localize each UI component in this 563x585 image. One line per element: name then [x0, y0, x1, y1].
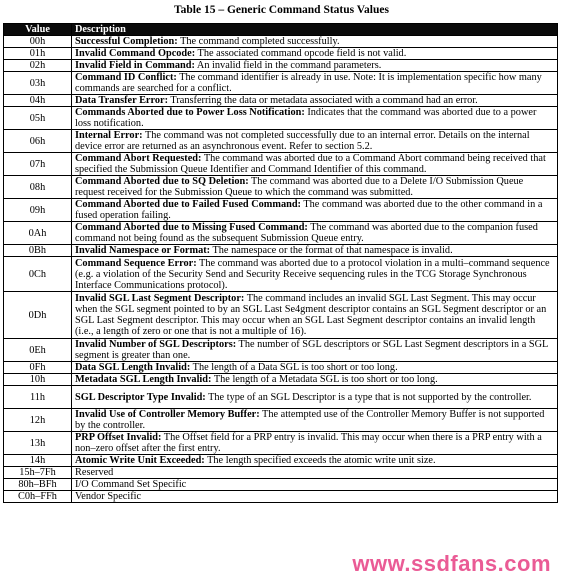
status-description-cell: [72, 95, 558, 107]
status-text: Vendor Specific: [75, 491, 142, 502]
status-name: Invalid Namespace or Format:: [75, 245, 211, 256]
status-name: Command Aborted due to Missing Fused Command:: [75, 222, 308, 233]
status-name: Command Aborted due to SQ Deletion:: [75, 176, 249, 187]
status-description-cell: [72, 72, 558, 95]
watermark: www.ssdfans.com: [352, 551, 551, 576]
status-text: The command was aborted due to a Command Abort command being received that specified the Submission Queue Identifier and Command Identifier of this command.: [75, 153, 546, 175]
status-description-cell: [72, 292, 558, 339]
status-value-cell: 0Fh: [4, 362, 72, 374]
status-name: Command Abort Requested:: [75, 153, 202, 164]
status-name: Invalid Command Opcode:: [75, 48, 196, 59]
status-description-cell: [72, 257, 558, 292]
status-text: The command includes an invalid SGL Last Segment. This may occur when the SGL segment pointed to by an SGL Last Se4gment descriptor contains an SGL Segment descriptor or an SGL Last Segment descriptor. This may occur when an SGL Last Segment descriptor contains an invalid length (i.e., a length of zero or one that is not a multiple of 16).: [75, 293, 547, 337]
status-name: SGL Descriptor Type Invalid:: [75, 391, 206, 403]
table-row: [4, 432, 558, 455]
table-row: [4, 455, 558, 467]
status-text: The length specified exceeds the atomic write unit size.: [204, 455, 436, 466]
status-name: Command Aborted due to Failed Fused Command:: [75, 199, 301, 210]
status-text: The length of a Data SGL is too short or too long.: [190, 362, 398, 373]
status-value-cell: 03h: [4, 72, 72, 95]
status-description-cell: [72, 339, 558, 362]
status-description-cell: [72, 245, 558, 257]
status-value-cell: 80h–BFh: [4, 479, 72, 491]
table-row: [4, 60, 558, 72]
table-row: [4, 72, 558, 95]
status-description-cell: [72, 48, 558, 60]
status-value-cell: C0h–FFh: [4, 491, 72, 503]
status-description-cell: [72, 386, 558, 409]
status-description-cell: [72, 362, 558, 374]
status-description-cell: [72, 36, 558, 48]
status-value-cell: 08h: [4, 176, 72, 199]
status-value-cell: 0Dh: [4, 292, 72, 339]
status-description-cell: [72, 107, 558, 130]
status-value-cell: 00h: [4, 36, 72, 48]
status-value-cell: 13h: [4, 432, 72, 455]
status-description-cell: [72, 222, 558, 245]
table-row: [4, 95, 558, 107]
status-text: The number of SGL descriptors or SGL Last Segment descriptors in a SGL segment is greater than one.: [75, 339, 548, 361]
status-text: The command was aborted due to the other command in a fused operation failing.: [75, 199, 543, 221]
status-text: The command completed successfully.: [177, 36, 340, 47]
status-value-cell: 07h: [4, 153, 72, 176]
table-header-row: [4, 24, 558, 36]
table-row: [4, 491, 558, 503]
status-text: The command identifier is already in use. Note: It is implementation specific how many commands are searched for a conflict.: [75, 72, 542, 94]
status-name: Data Transfer Error:: [75, 95, 169, 106]
status-name: Invalid Field in Command:: [75, 60, 195, 71]
status-name: Command Sequence Error:: [75, 257, 197, 269]
status-name: Invalid SGL Last Segment Descriptor:: [75, 293, 245, 304]
status-description-cell: [72, 479, 558, 491]
status-text: The associated command opcode field is not valid.: [195, 48, 407, 59]
table-row: [4, 199, 558, 222]
table-row: [4, 339, 558, 362]
status-values-table: [3, 23, 558, 503]
table-row: [4, 222, 558, 245]
status-text: The attempted use of the Controller Memory Buffer is not supported by the controller.: [75, 409, 545, 431]
status-text: The command was aborted due to a protocol violation in a multi–command sequence (e.g. a violation of the Security Send and Security Receive sequencing rules in the TCG Storage Synchronous Interface Communications protocol).: [75, 257, 550, 291]
status-description-cell: [72, 409, 558, 432]
status-name: Invalid Use of Controller Memory Buffer:: [75, 409, 260, 420]
status-description-cell: [72, 374, 558, 386]
status-name: PRP Offset Invalid:: [75, 432, 162, 443]
status-value-cell: 0Ch: [4, 257, 72, 292]
status-text: Transferring the data or metadata associated with a command had an error.: [168, 95, 478, 106]
status-value-cell: 0Eh: [4, 339, 72, 362]
table-body: [4, 36, 558, 503]
status-value-cell: 0Ah: [4, 222, 72, 245]
status-name: Metadata SGL Length Invalid:: [75, 374, 212, 385]
status-value-cell: 15h–7Fh: [4, 467, 72, 479]
status-value-cell: 02h: [4, 60, 72, 72]
status-value-cell: 12h: [4, 409, 72, 432]
status-description-cell: [72, 491, 558, 503]
table-row: [4, 409, 558, 432]
table-row: [4, 479, 558, 491]
status-name: Atomic Write Unit Exceeded:: [75, 455, 205, 466]
status-value-cell: 10h: [4, 374, 72, 386]
status-name: Successful Completion:: [75, 36, 178, 47]
status-description-cell: [72, 60, 558, 72]
table-row: [4, 107, 558, 130]
table-row: [4, 153, 558, 176]
table-row: [4, 245, 558, 257]
status-description-cell: [72, 153, 558, 176]
table-row: [4, 374, 558, 386]
table-row: [4, 176, 558, 199]
table-row: [4, 292, 558, 339]
table-row: [4, 36, 558, 48]
status-description-cell: [72, 130, 558, 153]
status-description-cell: [72, 199, 558, 222]
status-name: Internal Error:: [75, 130, 143, 141]
status-text: The command was not completed successfully due to an internal error. Details on the internal device error are returned as an asynchronous event. Refer to section 5.2.: [75, 130, 530, 152]
status-text: The command was aborted due to the companion fused command not being found as the subsequent Submission Queue entry.: [75, 222, 538, 244]
status-text: The type of an SGL Descriptor is a type that is not supported by the controller.: [205, 391, 532, 403]
status-description-cell: [72, 432, 558, 455]
table-row: [4, 48, 558, 60]
status-text: Reserved: [75, 467, 114, 478]
status-text: Indicates that the command was aborted due to a power loss notification.: [75, 107, 537, 129]
status-value-cell: 09h: [4, 199, 72, 222]
status-description-cell: [72, 176, 558, 199]
status-text: The namespace or the format of that namespace is invalid.: [210, 245, 453, 256]
status-value-cell: 0Bh: [4, 245, 72, 257]
table-row: [4, 362, 558, 374]
status-description-cell: [72, 467, 558, 479]
status-text: The Offset field for a PRP entry is invalid. This may occur when there is a PRP entry with a non–zero offset after the first entry.: [75, 432, 542, 454]
table-row: [4, 130, 558, 153]
status-name: Commands Aborted due to Power Loss Notification:: [75, 107, 305, 118]
status-name: Invalid Number of SGL Descriptors:: [75, 339, 237, 350]
status-value-cell: 14h: [4, 455, 72, 467]
header-value: Value: [4, 24, 72, 36]
status-value-cell: 05h: [4, 107, 72, 130]
table-row: [4, 257, 558, 292]
status-text: I/O Command Set Specific: [75, 479, 187, 490]
table-caption: Table 15 – Generic Command Status Values: [174, 4, 389, 16]
header-description: Description: [72, 24, 558, 36]
status-value-cell: 01h: [4, 48, 72, 60]
status-name: Data SGL Length Invalid:: [75, 362, 191, 373]
status-text: The command was aborted due to a Delete I/O Submission Queue request received for the Submission Queue to which the command was submitted.: [75, 176, 524, 198]
status-text: The length of a Metadata SGL is too short or too long.: [211, 374, 438, 385]
table-row: [4, 467, 558, 479]
status-name: Command ID Conflict:: [75, 72, 177, 83]
status-text: An invalid field in the command parameters.: [194, 60, 382, 71]
status-description-cell: [72, 455, 558, 467]
status-value-cell: 04h: [4, 95, 72, 107]
status-value-cell: 06h: [4, 130, 72, 153]
status-value-cell: 11h: [4, 386, 72, 409]
table-row: [4, 386, 558, 409]
